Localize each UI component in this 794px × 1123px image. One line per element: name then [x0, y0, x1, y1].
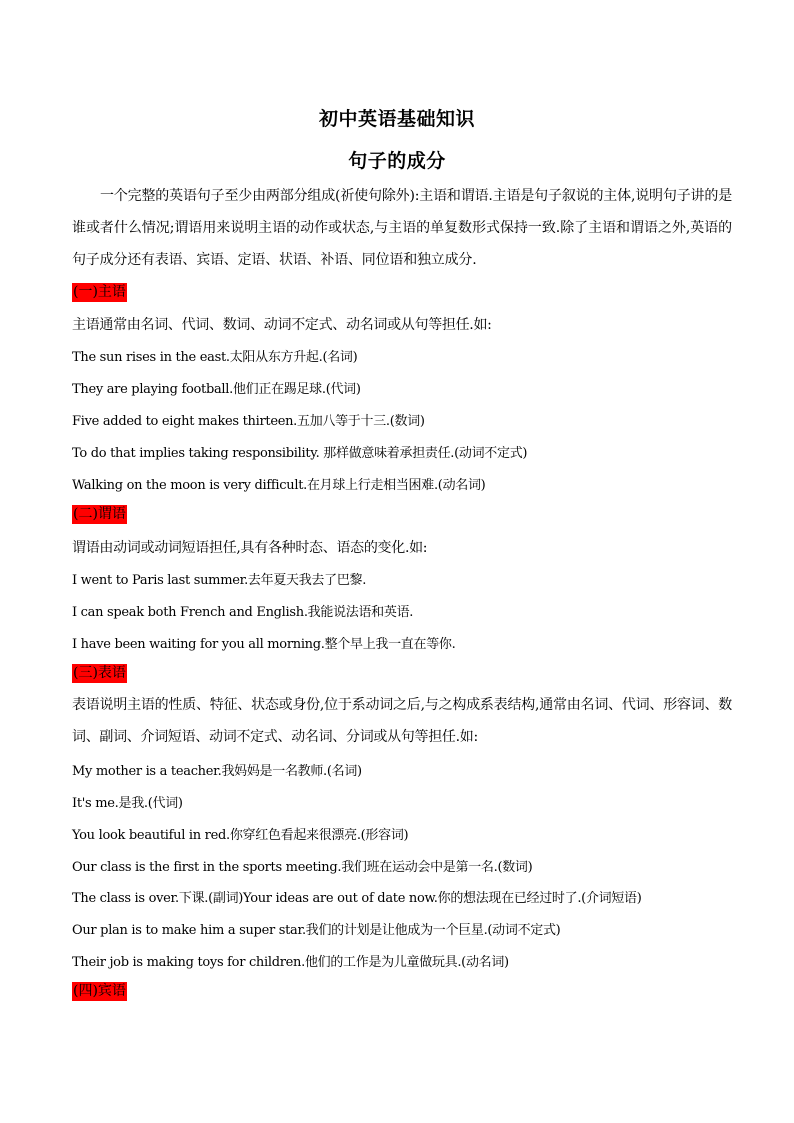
section-desc-subject: 主语通常由名词、代词、数词、动词不定式、动名词或从句等担任.如:: [72, 317, 492, 333]
example-line: Our class is the first in the sports meeting.我们班在运动会中是第一名.(数词): [72, 860, 533, 875]
page-title: 初中英语基础知识: [318, 108, 475, 130]
section-heading-object: (四)宾语: [73, 983, 126, 999]
example-line: Five added to eight makes thirteen.五加八等于十三.(数词): [72, 414, 425, 429]
example-line: The class is over.下课.(副词)Your ideas are out of date now.你的想法现在已经过时了.(介词短语): [72, 891, 642, 906]
example-line: Our plan is to make him a super star.我们的计划是让他成为一个巨星.(动词不定式): [72, 923, 561, 938]
section-desc-predicative: 表语说明主语的性质、特征、状态或身份,位于系动词之后,与之构成系表结构,通常由名词、代词、形容词、数词、副词、介词短语、动词不定式、动名词、分词或从句等担任.如:: [72, 697, 732, 745]
example-line: The sun rises in the east.太阳从东方升起.(名词): [72, 350, 358, 365]
section-heading-predicate: (二)谓语: [73, 506, 126, 522]
intro-paragraph: 一个完整的英语句子至少由两部分组成(祈使句除外):主语和谓语.主语是句子叙说的主体,说明句子讲的是谁或者什么情况;谓语用来说明主语的动作或状态,与主语的单复数形式保持一致.除了主语和谓语之外,英语的句子成分还有表语、宾语、定语、状语、补语、同位语和独立成分.: [72, 188, 732, 268]
section-heading-subject: (一)主语: [73, 284, 126, 300]
example-line: I have been waiting for you all morning.整个早上我一直在等你.: [72, 637, 456, 652]
example-line: Walking on the moon is very difficult.在月球上行走相当困难.(动名词): [72, 478, 486, 493]
page-subtitle: 句子的成分: [348, 150, 446, 172]
example-line: It's me.是我.(代词): [72, 796, 183, 811]
example-line: They are playing football.他们正在踢足球.(代词): [72, 382, 361, 397]
example-line: Their job is making toys for children.他们的工作是为儿童做玩具.(动名词): [72, 955, 509, 970]
section-heading-predicative: (三)表语: [73, 665, 126, 681]
example-line: To do that implies taking responsibility. 那样做意味着承担责任.(动词不定式): [72, 446, 528, 461]
example-line: You look beautiful in red.你穿红色看起来很漂亮.(形容词): [72, 828, 409, 843]
section-desc-predicate: 谓语由动词或动词短语担任,具有各种时态、语态的变化.如:: [72, 540, 428, 556]
example-line: I can speak both French and English.我能说法语和英语.: [72, 605, 414, 620]
example-line: My mother is a teacher.我妈妈是一名教师.(名词): [72, 764, 362, 779]
example-line: I went to Paris last summer.去年夏天我去了巴黎.: [72, 573, 367, 588]
